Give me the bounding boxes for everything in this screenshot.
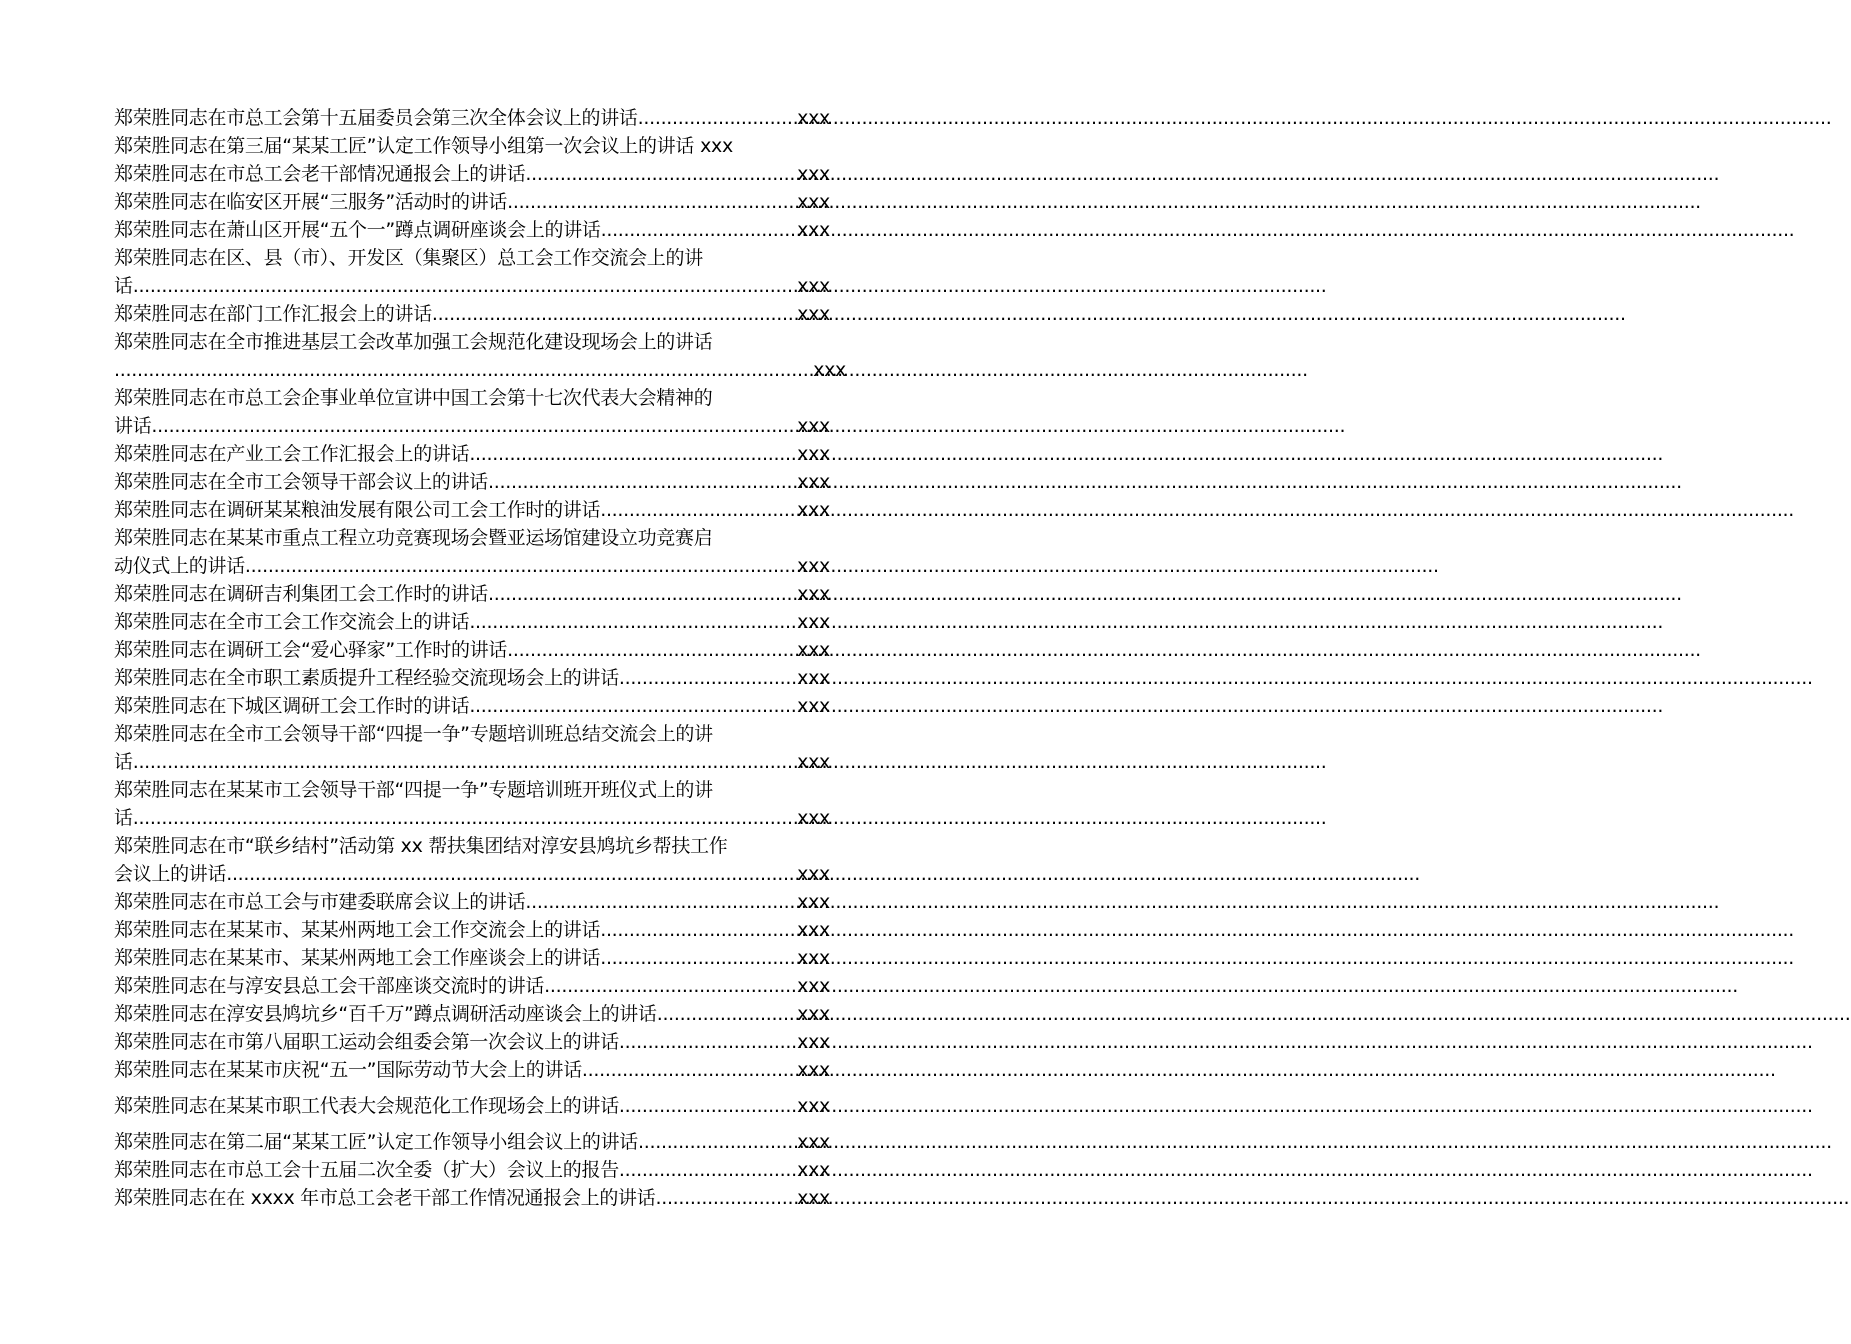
- toc-entry-title-line1: 郑荣胜同志在某某市工会领导干部“四提一争”专题培训班开班仪式上的讲: [114, 779, 713, 801]
- toc-entry-title: 郑荣胜同志在调研工会“爱心驿家”工作时的讲话: [114, 639, 508, 661]
- toc-entry-title: 郑荣胜同志在与淳安县总工会干部座谈交流时的讲话: [114, 975, 545, 997]
- toc-entry-title: 郑荣胜同志在调研吉利集团工会工作时的讲话: [114, 583, 489, 605]
- toc-entry-title-line2: 会议上的讲话: [114, 863, 227, 885]
- toc-entry[interactable]: [114, 1056, 830, 1084]
- leader-dots: [600, 496, 797, 524]
- toc-entry[interactable]: [114, 104, 830, 132]
- toc-entry[interactable]: [114, 160, 830, 188]
- leader-dots: [619, 1028, 797, 1056]
- toc-page-number: xxx: [797, 947, 830, 969]
- leader-dots: [151, 412, 797, 440]
- leader-dots: [525, 888, 797, 916]
- leader-dots: [657, 1000, 797, 1028]
- leader-dots: [600, 944, 797, 972]
- toc-entry[interactable]: [114, 440, 830, 468]
- toc-entry[interactable]: [114, 888, 830, 916]
- toc-entry[interactable]: [114, 636, 830, 664]
- leader-dots: [488, 468, 797, 496]
- leader-dots: [432, 300, 797, 328]
- toc-entry-title-line2: 动仪式上的讲话: [114, 555, 245, 577]
- toc-entry[interactable]: [114, 300, 830, 328]
- toc-entry[interactable]: [114, 972, 830, 1000]
- toc-page-number: xxx: [797, 555, 830, 577]
- toc-entry[interactable]: [114, 832, 830, 888]
- toc-entry[interactable]: [114, 132, 830, 160]
- leader-dots: [600, 916, 797, 944]
- leader-dots: [469, 692, 797, 720]
- toc-entry-title: 郑荣胜同志在在 xxxx 年市总工会老干部工作情况通报会上的讲话: [114, 1187, 656, 1209]
- toc-page-number: xxx: [797, 1159, 830, 1181]
- toc-entry-title-line1: 郑荣胜同志在全市推进基层工会改革加强工会规范化建设现场会上的讲话: [114, 331, 713, 353]
- toc-entry[interactable]: [114, 1128, 830, 1156]
- toc-page-number: xxx: [797, 303, 830, 325]
- leader-dots: [488, 580, 797, 608]
- toc-entry-title: 郑荣胜同志在萧山区开展“五个一”蹲点调研座谈会上的讲话: [114, 219, 601, 241]
- toc-entry[interactable]: [114, 776, 830, 832]
- toc-entry-title-line1: 郑荣胜同志在全市工会领导干部“四提一争”专题培训班总结交流会上的讲: [114, 723, 713, 745]
- toc-page-number: xxx: [797, 1187, 830, 1209]
- toc-entry-title: 郑荣胜同志在某某市、某某州两地工会工作座谈会上的讲话: [114, 947, 601, 969]
- toc-page-number: xxx: [797, 1059, 830, 1081]
- leader-dots: [619, 664, 797, 692]
- toc-entry[interactable]: [114, 216, 830, 244]
- toc-entry-title: 郑荣胜同志在市总工会与市建委联席会议上的讲话: [114, 891, 526, 913]
- toc-page-number: xxx: [797, 863, 830, 885]
- toc-entry-title: 郑荣胜同志在某某市庆祝“五一”国际劳动节大会上的讲话: [114, 1059, 582, 1081]
- leader-dots: [114, 356, 813, 384]
- leader-dots: [525, 160, 797, 188]
- toc-page-number: xxx: [797, 1003, 830, 1025]
- toc-entry-title: 郑荣胜同志在市总工会十五届二次全委（扩大）会议上的报告: [114, 1159, 619, 1181]
- toc-entry-title-line2: 讲话: [114, 415, 152, 437]
- toc-entry[interactable]: [114, 384, 830, 440]
- toc-entry-title: 郑荣胜同志在淳安县鸠坑乡“百千万”蹲点调研活动座谈会上的讲话: [114, 1003, 657, 1025]
- leader-dots: [507, 636, 797, 664]
- leader-dots: [619, 1156, 797, 1184]
- leader-dots: [638, 1128, 797, 1156]
- toc-page-number: xxx: [797, 1131, 830, 1153]
- toc-entry-title: 郑荣胜同志在全市工会工作交流会上的讲话: [114, 611, 470, 633]
- leader-dots: [638, 104, 798, 132]
- toc-page-number: xxx: [797, 1095, 830, 1117]
- toc-entry[interactable]: [114, 524, 830, 580]
- toc-page-number: xxx: [797, 891, 830, 913]
- toc-entry-title: 郑荣胜同志在产业工会工作汇报会上的讲话: [114, 443, 470, 465]
- toc-entry-title: 郑荣胜同志在全市职工素质提升工程经验交流现场会上的讲话: [114, 667, 619, 689]
- toc-entry-title: 郑荣胜同志在临安区开展“三服务”活动时的讲话: [114, 191, 508, 213]
- toc-entry-title-line1: 郑荣胜同志在市总工会企事业单位宣讲中国工会第十七次代表大会精神的: [114, 387, 713, 409]
- leader-dots: [507, 188, 797, 216]
- toc-entry[interactable]: [114, 1000, 830, 1028]
- toc-entry-title: 郑荣胜同志在市总工会老干部情况通报会上的讲话: [114, 163, 526, 185]
- leader-dots: [544, 972, 797, 1000]
- toc-entry-title: 郑荣胜同志在调研某某粮油发展有限公司工会工作时的讲话: [114, 499, 601, 521]
- toc-entry-title: 郑荣胜同志在第三届“某某工匠”认定工作领导小组第一次会议上的讲话: [114, 135, 695, 157]
- leader-dots: [245, 552, 797, 580]
- toc-entry[interactable]: [114, 1092, 830, 1120]
- toc-page-number: xxx: [797, 275, 830, 297]
- toc-entry-title: 郑荣胜同志在某某市职工代表大会规范化工作现场会上的讲话: [114, 1095, 619, 1117]
- toc-entry-title: 郑荣胜同志在第二届“某某工匠”认定工作领导小组会议上的讲话: [114, 1131, 638, 1153]
- toc-entry-title-line1: 郑荣胜同志在区、县（市）、开发区（集聚区）总工会工作交流会上的讲: [114, 247, 703, 269]
- toc-entry-title-line1: 郑荣胜同志在市“联乡结村”活动第 xx 帮扶集团结对淳安县鸠坑乡帮扶工作: [114, 835, 728, 857]
- toc-entry-title: 郑荣胜同志在市第八届职工运动会组委会第一次会议上的讲话: [114, 1031, 619, 1053]
- leader-dots: [619, 1092, 797, 1120]
- toc-entry[interactable]: [114, 944, 830, 972]
- leader-dots: [133, 804, 797, 832]
- leader-dots: [133, 272, 797, 300]
- toc-entry[interactable]: [114, 916, 830, 944]
- table-of-contents: [114, 104, 846, 1212]
- toc-entry[interactable]: [114, 188, 830, 216]
- toc-entry[interactable]: [114, 244, 830, 300]
- toc-entry[interactable]: [114, 664, 830, 692]
- toc-page-number: xxx: [813, 359, 846, 381]
- toc-entry[interactable]: [114, 468, 830, 496]
- toc-entry[interactable]: [114, 328, 846, 384]
- toc-entry[interactable]: [114, 720, 830, 776]
- toc-page-number: xxx: [797, 695, 830, 717]
- toc-page-number: xxx: [797, 415, 830, 437]
- leader-dots: [226, 860, 797, 888]
- toc-page-number: xxx: [797, 611, 830, 633]
- leader-dots: [469, 440, 797, 468]
- toc-page-number: xxx: [797, 639, 830, 661]
- toc-entry-title-line2: 话: [114, 751, 133, 773]
- toc-entry[interactable]: [114, 608, 830, 636]
- toc-entry[interactable]: [114, 692, 830, 720]
- leader-dots: [655, 1184, 797, 1212]
- toc-entry-title-line2: 话: [114, 275, 133, 297]
- toc-entry-title: 郑荣胜同志在市总工会第十五届委员会第三次全体会议上的讲话: [114, 107, 638, 129]
- toc-page-number: xxx: [797, 1031, 830, 1053]
- toc-page-number: xxx: [797, 583, 830, 605]
- toc-page-number: xxx: [797, 667, 830, 689]
- toc-page-number: xxx: [797, 975, 830, 997]
- toc-page-number: xxx: [797, 751, 830, 773]
- toc-entry-title: 郑荣胜同志在部门工作汇报会上的讲话: [114, 303, 432, 325]
- toc-entry[interactable]: [114, 496, 830, 524]
- toc-page-number: xxx: [797, 163, 830, 185]
- toc-entry[interactable]: [114, 1184, 830, 1212]
- leader-dots: [133, 748, 797, 776]
- toc-page-number: xxx: [797, 191, 830, 213]
- leader-dots: [469, 608, 797, 636]
- leader-dots: [582, 1056, 797, 1084]
- toc-page-number: xxx: [797, 219, 830, 241]
- toc-entry-title-line2: 话: [114, 807, 133, 829]
- toc-page-number: xxx: [797, 443, 830, 465]
- toc-page-number: xxx: [797, 919, 830, 941]
- toc-entry-title-line1: 郑荣胜同志在某某市重点工程立功竞赛现场会暨亚运场馆建设立功竞赛启: [114, 527, 713, 549]
- toc-entry[interactable]: [114, 1028, 830, 1056]
- toc-page-number: xxx: [797, 471, 830, 493]
- toc-entry[interactable]: [114, 580, 830, 608]
- toc-entry-title: 郑荣胜同志在某某市、某某州两地工会工作交流会上的讲话: [114, 919, 601, 941]
- leader-dots: [601, 216, 798, 244]
- toc-page-number: xxx: [797, 499, 830, 521]
- toc-entry[interactable]: [114, 1156, 830, 1184]
- toc-entry-title: 郑荣胜同志在下城区调研工会工作时的讲话: [114, 695, 470, 717]
- toc-entry-title: 郑荣胜同志在全市工会领导干部会议上的讲话: [114, 471, 489, 493]
- toc-page-number: xxx: [700, 135, 733, 157]
- toc-page-number: xxx: [797, 807, 830, 829]
- toc-page-number: xxx: [797, 107, 830, 129]
